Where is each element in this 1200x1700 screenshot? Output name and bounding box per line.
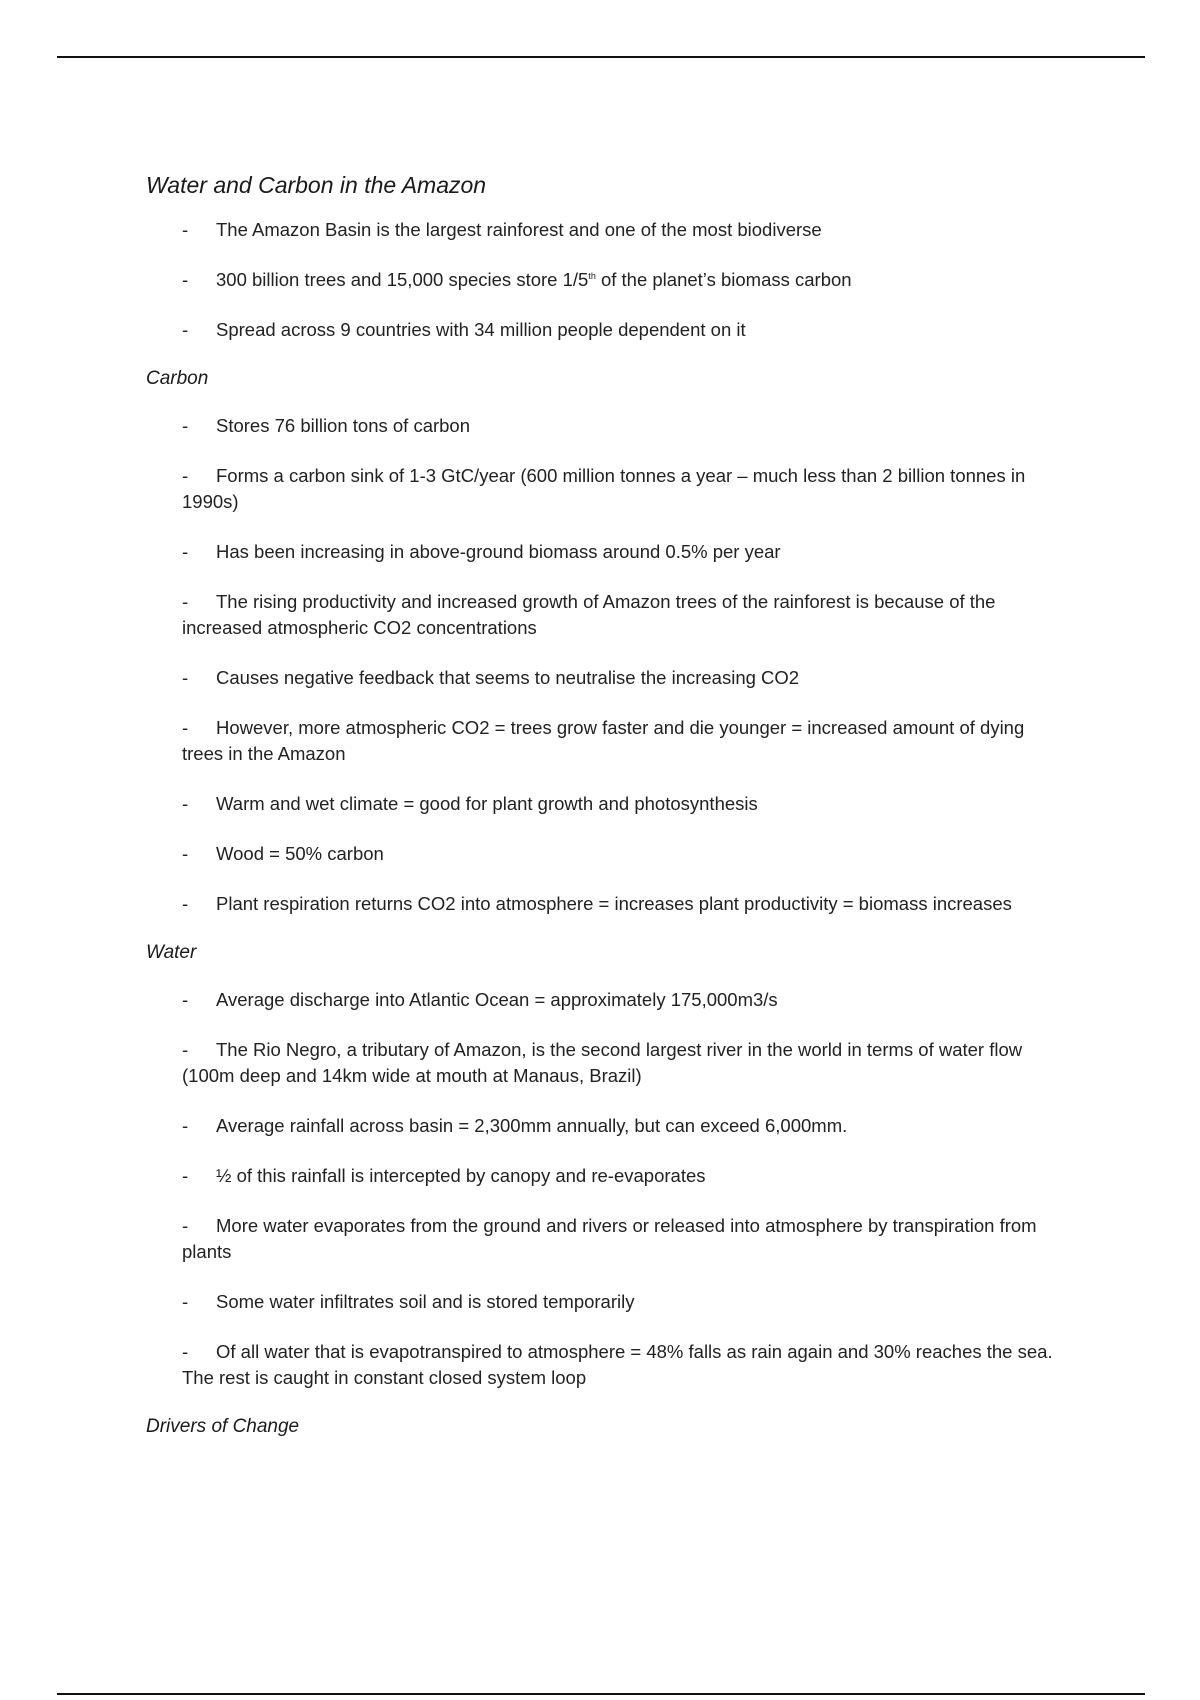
list-item xyxy=(146,1113,1066,1139)
bullet-dash: - xyxy=(182,989,189,1010)
section-heading: Carbon xyxy=(146,368,209,389)
bullet-text: Average rainfall across basin = 2,300mm annually, but can exceed 6,000mm. xyxy=(216,1115,848,1136)
bullet-dash: - xyxy=(182,1215,189,1236)
list-item xyxy=(146,791,1066,817)
bullet-text: The rising productivity and increased growth of Amazon trees of the rainforest is because of the increased atmospheric CO2 concentrations xyxy=(182,591,996,638)
bullet-dash: - xyxy=(182,893,189,914)
bullet-text: More water evaporates from the ground and rivers or released into atmosphere by transpiration from plants xyxy=(182,1215,1037,1262)
bullet-dash: - xyxy=(182,591,189,612)
bullet-text: Of all water that is evapotranspired to atmosphere = 48% falls as rain again and 30% reaches the sea. The rest is caught in constant closed system loop xyxy=(182,1341,1053,1388)
list-item xyxy=(146,539,1066,565)
bullet-dash: - xyxy=(182,1115,189,1136)
bullet-dash: - xyxy=(182,717,189,738)
list-item xyxy=(146,589,1066,641)
intro-list xyxy=(146,217,1066,343)
bullet-text: However, more atmospheric CO2 = trees grow faster and die younger = increased amount of dying trees in the Amazon xyxy=(182,717,1025,764)
bullet-text: 300 billion trees and 15,000 species store 1/5th of the planet’s biomass carbon xyxy=(216,269,852,290)
bullet-text: The Rio Negro, a tributary of Amazon, is the second largest river in the world in terms of water flow (100m deep and 14km wide at mouth at Manaus, Brazil) xyxy=(182,1039,1023,1086)
sections-container xyxy=(146,367,1066,1439)
bullet-text: Some water infiltrates soil and is stored temporarily xyxy=(216,1291,635,1312)
list-item xyxy=(146,987,1066,1013)
bullet-dash: - xyxy=(182,1039,189,1060)
bullet-dash: - xyxy=(182,219,189,240)
footer-rule xyxy=(57,1693,1145,1695)
bullet-dash: - xyxy=(182,793,189,814)
list-item xyxy=(146,267,1066,293)
bullet-text: Warm and wet climate = good for plant growth and photosynthesis xyxy=(216,793,758,814)
list-item xyxy=(146,891,1066,917)
list-item xyxy=(146,413,1066,439)
section-heading: Water xyxy=(146,942,197,963)
document-title: Water and Carbon in the Amazon xyxy=(146,172,487,198)
bullet-dash: - xyxy=(182,541,189,562)
bullet-text: Causes negative feedback that seems to neutralise the increasing CO2 xyxy=(216,667,800,688)
list-item xyxy=(146,715,1066,767)
list-item xyxy=(146,1037,1066,1089)
bullet-dash: - xyxy=(182,843,189,864)
bullet-dash: - xyxy=(182,319,189,340)
list-item xyxy=(146,1339,1066,1391)
bullet-text: Stores 76 billion tons of carbon xyxy=(216,415,471,436)
bullet-text: Spread across 9 countries with 34 million people dependent on it xyxy=(216,319,746,340)
header-rule xyxy=(57,56,1145,58)
list-item xyxy=(146,665,1066,691)
bullet-dash: - xyxy=(182,667,189,688)
bullet-dash: - xyxy=(182,269,189,290)
bullet-text: Plant respiration returns CO2 into atmosphere = increases plant productivity = biomass increases xyxy=(216,893,1012,914)
list-item xyxy=(146,217,1066,243)
bullet-text: Forms a carbon sink of 1-3 GtC/year (600 million tonnes a year – much less than 2 billion tonnes in 1990s) xyxy=(182,465,1026,512)
superscript: th xyxy=(588,270,596,281)
bullet-dash: - xyxy=(182,1165,189,1186)
section-heading: Drivers of Change xyxy=(146,1416,300,1437)
list-item xyxy=(146,463,1066,515)
section-list xyxy=(146,987,1066,1391)
section-list xyxy=(146,413,1066,917)
list-item xyxy=(146,1213,1066,1265)
bullet-text: The Amazon Basin is the largest rainforest and one of the most biodiverse xyxy=(216,219,822,240)
bullet-text: ½ of this rainfall is intercepted by canopy and re-evaporates xyxy=(216,1165,706,1186)
list-item xyxy=(146,317,1066,343)
list-item xyxy=(146,1289,1066,1315)
bullet-dash: - xyxy=(182,415,189,436)
document-body xyxy=(146,170,1066,1461)
bullet-text: Has been increasing in above-ground biomass around 0.5% per year xyxy=(216,541,781,562)
list-item xyxy=(146,1163,1066,1189)
bullet-text: Average discharge into Atlantic Ocean = approximately 175,000m3/s xyxy=(216,989,778,1010)
bullet-text: Wood = 50% carbon xyxy=(216,843,384,864)
bullet-dash: - xyxy=(182,465,189,486)
bullet-dash: - xyxy=(182,1341,189,1362)
bullet-dash: - xyxy=(182,1291,189,1312)
list-item xyxy=(146,841,1066,867)
